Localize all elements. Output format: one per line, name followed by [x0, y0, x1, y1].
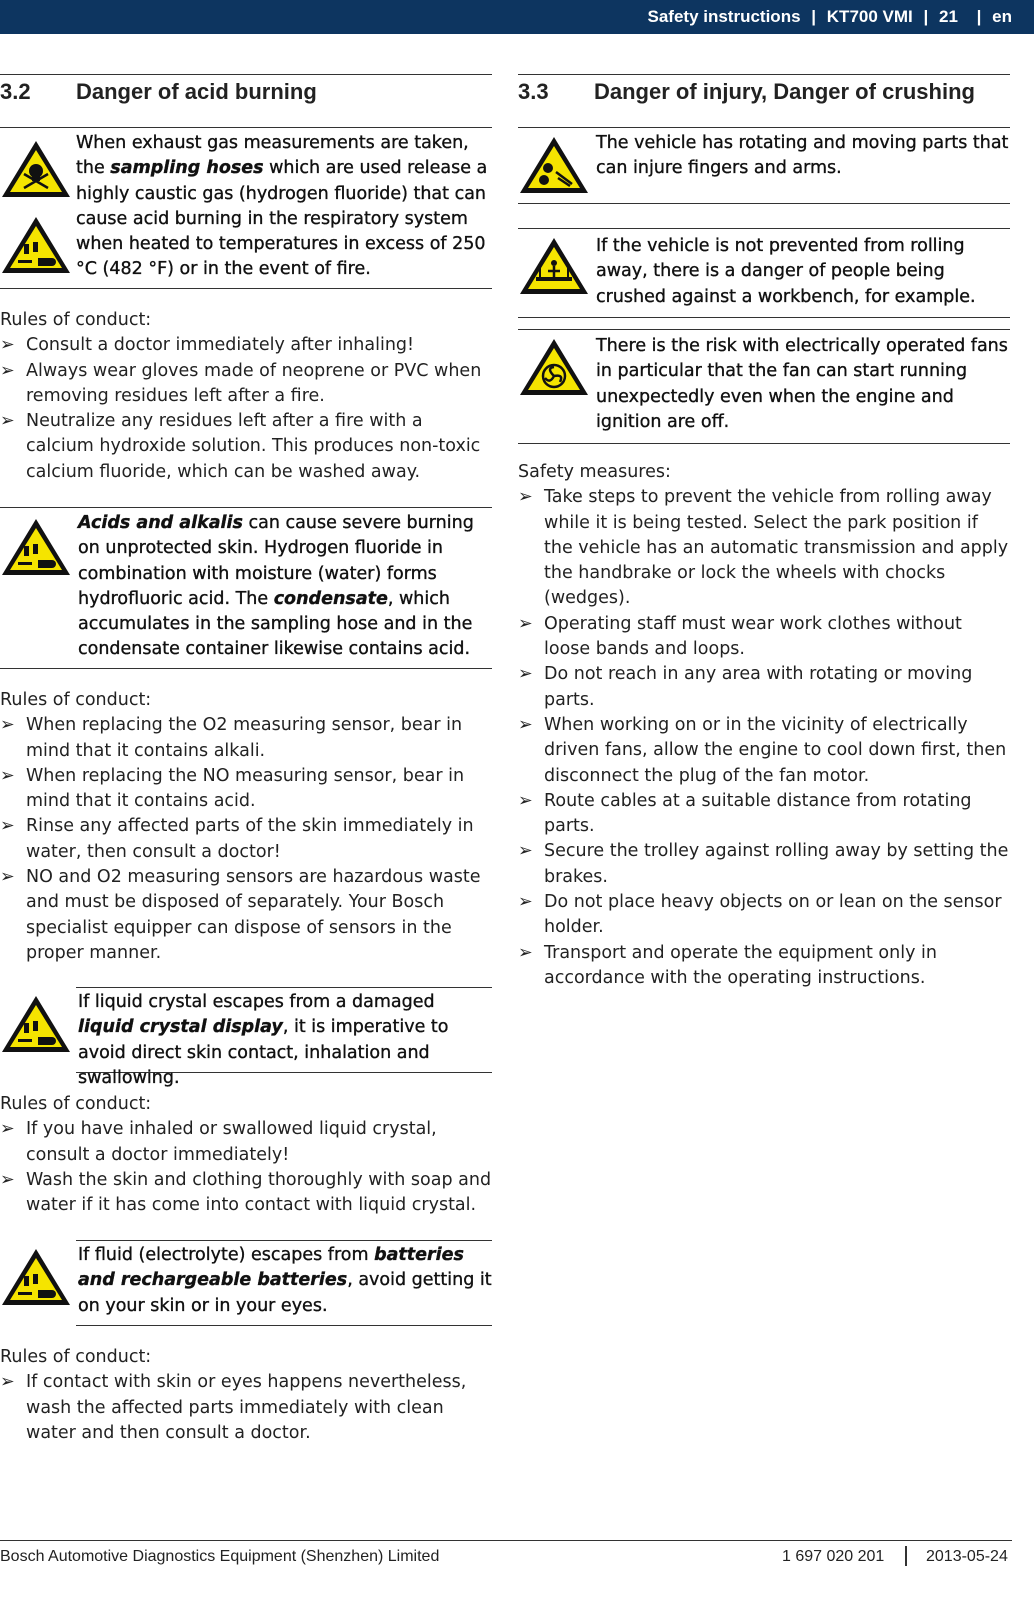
list-item: [518, 839, 1010, 890]
text: If liquid crystal escapes from a damaged: [78, 992, 435, 1012]
item-text: Consult a doctor immediately after inhaling!: [26, 335, 415, 356]
measures-label: Safety measures:: [518, 462, 671, 482]
list-item: [0, 1117, 492, 1168]
section-title: Danger of acid burning: [76, 79, 317, 104]
header-separator: |: [976, 7, 982, 26]
text: can cause severe burning on unprotected skin. Hydrogen fluoride in combination with moisture (water) forms hydrofluoric acid. The: [78, 513, 474, 609]
list-item: [0, 1370, 492, 1446]
section-number: 3.2: [0, 79, 31, 104]
arrow-bullet-icon: ➢: [0, 867, 15, 888]
warning-text: The vehicle has rotating and moving parts that can injure fingers and arms.: [596, 133, 1009, 179]
footer-divider: [0, 1540, 1012, 1541]
warning-text: If the vehicle is not prevented from rolling away, there is a danger of people being crushed against a workbench, for example.: [596, 236, 976, 307]
arrow-bullet-icon: ➢: [518, 664, 533, 685]
header-section: Safety instructions: [647, 7, 801, 26]
footer-date: 2013-05-24: [926, 1548, 1008, 1565]
list-item: [0, 409, 492, 485]
emphasis: liquid crystal display: [78, 1017, 283, 1038]
warning-box-crushing: [518, 228, 1010, 318]
arrow-bullet-icon: ➢: [518, 841, 533, 862]
emphasis: sampling hoses: [110, 158, 264, 179]
list-item: [518, 485, 1010, 611]
warning-text: [78, 1243, 492, 1319]
item-text: Rinse any affected parts of the skin immediately in water, then consult a doctor!: [26, 816, 474, 862]
safety-measures: [518, 460, 1010, 991]
corrosive-warning-icon: [0, 516, 72, 578]
corrosive-warning-icon: [0, 1246, 72, 1308]
item-text: When working on or in the vicinity of electrically driven fans, allow the engine to cool down first, then disconnect the plug of the fan motor.: [544, 714, 1007, 786]
section-heading: [518, 74, 1010, 128]
list-item: [0, 333, 492, 358]
arrow-bullet-icon: ➢: [518, 714, 533, 735]
emphasis: Acids and alkalis: [78, 513, 243, 533]
section-number: 3.3: [518, 79, 549, 104]
item-text: Always wear gloves made of neoprene or PVC when removing residues left after a fire.: [26, 360, 482, 406]
header-separator: |: [923, 7, 929, 26]
item-text: Transport and operate the equipment only in accordance with the operating instructions.: [544, 942, 937, 988]
item-text: Do not place heavy objects on or lean on the sensor holder.: [544, 892, 1002, 938]
item-text: When replacing the O2 measuring sensor, bear in mind that it contains alkali.: [26, 715, 463, 761]
footer-company: Bosch Automotive Diagnostics Equipment (Shenzhen) Limited: [0, 1548, 440, 1565]
warning-text: There is the risk with electrically operated fans in particular that the fan can start running unexpectedly even when the engine and ignition are off.: [596, 336, 1008, 432]
footer-separator: [905, 1546, 907, 1566]
arrow-bullet-icon: ➢: [0, 411, 15, 432]
list-item: [518, 941, 1010, 992]
item-text: Neutralize any residues left after a fire with a calcium hydroxide solution. This produces non-toxic calcium fluoride, which can be washed away.: [26, 411, 481, 482]
divider: [76, 987, 492, 988]
item-text: NO and O2 measuring sensors are hazardous waste and must be disposed of separately. Your Bosch specialist equipper can dispose of sensors in the proper manner.: [26, 867, 481, 963]
item-text: If you have inhaled or swallowed liquid crystal, consult a doctor immediately!: [26, 1119, 437, 1165]
rules-label: Rules of conduct:: [0, 1347, 152, 1367]
list-item: [0, 1168, 492, 1219]
arrow-bullet-icon: ➢: [0, 1119, 15, 1140]
list-item: [518, 789, 1010, 840]
warning-box-acid-gas: [0, 128, 492, 289]
text: , avoid getting it on your skin or in your eyes.: [78, 1270, 492, 1316]
arrow-bullet-icon: ➢: [518, 942, 533, 963]
arrow-bullet-icon: ➢: [0, 335, 15, 356]
arrow-bullet-icon: ➢: [518, 487, 533, 508]
arrow-bullet-icon: ➢: [518, 790, 533, 811]
arrow-bullet-icon: ➢: [0, 360, 15, 381]
arrow-bullet-icon: ➢: [0, 765, 15, 786]
footer-doc-number: 1 697 020 201: [782, 1548, 885, 1565]
header-product: KT700 VMI: [826, 7, 913, 26]
item-text: If contact with skin or eyes happens nevertheless, wash the affected parts immediately with clean water and then consult a doctor.: [26, 1372, 467, 1443]
list-item: [518, 890, 1010, 941]
corrosive-warning-icon: [0, 214, 72, 276]
item-text: Operating staff must wear work clothes without loose bands and loops.: [544, 613, 962, 660]
text: When exhaust gas measurements are taken, the: [76, 133, 469, 179]
fan-warning-icon: [518, 336, 590, 398]
warning-box-fans: [518, 329, 1010, 444]
warning-box-rotating-parts: [518, 128, 1010, 204]
rules-of-conduct: [0, 688, 492, 966]
warning-box-liquid-crystal: [0, 987, 492, 1088]
section-heading: [0, 74, 492, 128]
crushing-warning-icon: [518, 235, 590, 297]
item-text: Take steps to prevent the vehicle from rolling away while it is being tested. Select the park position if the vehicle has an automatic transmission and apply the handbrake or lock the wheels with chocks (wedges).: [544, 487, 1009, 609]
list-item: [0, 359, 492, 410]
arrow-bullet-icon: ➢: [0, 1372, 15, 1393]
emphasis: batteries and rechargeable batteries: [78, 1245, 464, 1291]
divider: [76, 1240, 492, 1241]
text: which are used release a highly caustic gas (hydrogen fluoride) that can cause acid burning in the respiratory system when heated to temperatures in excess of 250 °C (482 °F) or in the event of fire.: [76, 158, 488, 280]
item-text: Do not reach in any area with rotating or moving parts.: [544, 664, 973, 710]
arrow-bullet-icon: ➢: [0, 1169, 15, 1190]
arrow-bullet-icon: ➢: [0, 816, 15, 837]
warning-box-batteries: [0, 1240, 492, 1326]
list-item: [0, 814, 492, 865]
arrow-bullet-icon: ➢: [0, 715, 15, 736]
corrosive-warning-icon: [0, 993, 72, 1055]
rules-of-conduct: [0, 308, 492, 485]
rotating-parts-warning-icon: [518, 134, 590, 196]
item-text: Route cables at a suitable distance from rotating parts.: [544, 790, 972, 837]
warning-text: [78, 990, 492, 1091]
warning-text: [78, 511, 492, 663]
rules-label: Rules of conduct:: [0, 1094, 152, 1114]
rules-label: Rules of conduct:: [0, 690, 152, 710]
page-header: [0, 0, 1034, 34]
header-separator: |: [811, 7, 817, 26]
emphasis: condensate: [273, 588, 388, 609]
header-page-number: 21: [939, 7, 958, 26]
warning-text: [76, 131, 492, 283]
header-language: en: [992, 7, 1012, 26]
list-item: [0, 713, 492, 764]
warning-box-acids-alkalis: [0, 507, 492, 669]
section-title: Danger of injury, Danger of crushing: [594, 79, 975, 104]
list-item: [518, 612, 1010, 663]
item-text: When replacing the NO measuring sensor, bear in mind that it contains acid.: [26, 765, 465, 812]
toxic-warning-icon: [0, 138, 72, 200]
divider: [76, 1325, 492, 1326]
list-item: [0, 764, 492, 815]
text: If fluid (electrolyte) escapes from: [78, 1245, 375, 1265]
arrow-bullet-icon: ➢: [518, 892, 533, 913]
item-text: Wash the skin and clothing thoroughly with soap and water if it has come into contact with liquid crystal.: [26, 1169, 492, 1216]
arrow-bullet-icon: ➢: [518, 613, 533, 634]
list-item: [518, 662, 1010, 713]
list-item: [0, 865, 492, 966]
rules-label: Rules of conduct:: [0, 310, 152, 330]
list-item: [518, 713, 1010, 789]
text: , it is imperative to avoid direct skin contact, inhalation and swallowing.: [78, 1017, 449, 1088]
item-text: Secure the trolley against rolling away by setting the brakes.: [544, 841, 1009, 887]
text: , which accumulates in the sampling hose and in the condensate container likewise contains acid.: [78, 588, 473, 660]
rules-of-conduct: [0, 1092, 492, 1218]
rules-of-conduct: [0, 1345, 492, 1446]
